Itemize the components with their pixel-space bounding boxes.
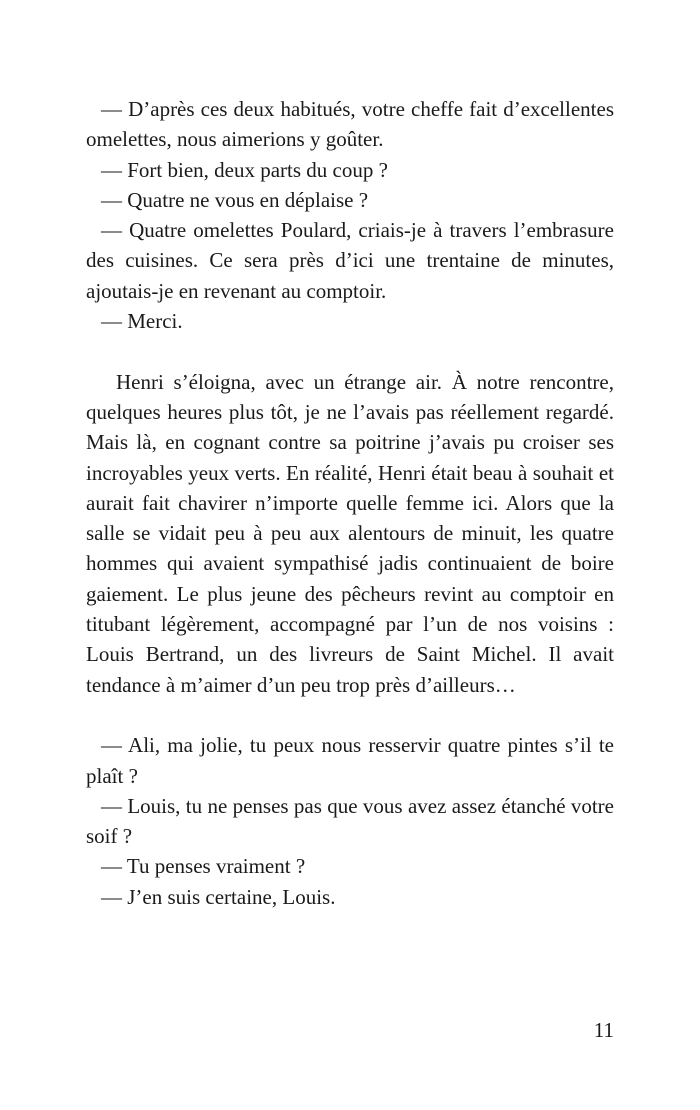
narrative-paragraph: Henri s’éloigna, avec un étrange air. À notre rencontre, quelques heures plus tôt, je ne l’avais pas réellement regardé. Mais là, en cognant contre sa poitrine j’avais pu croiser ses incroyables yeux verts. En réalité, Henri était beau à souhait et aurait fait chavirer n’importe quelle femme ici. Alors que la salle se vidait peu à peu aux alentours de minuit, les quatre hommes qui avaient sympathisé jadis continuaient de boire gaiement. Le plus jeune des pêcheurs revint au comptoir en titubant légèrement, accompagné par l’un de nos voisins : Louis Bertrand, un des livreurs de Saint Michel. Il avait tendance à m’aimer d’un peu trop près d’ailleurs… [86, 369, 614, 697]
dialogue-line: — Tu penses vraiment ? [101, 854, 306, 879]
paragraph-gap [86, 336, 614, 366]
dialogue-line: — Quatre omelettes Poulard, criais-je à travers l’embrasure des cuisines. Ce sera près d’ici une trentaine de minutes, ajoutais-je en revenant au comptoir. [86, 218, 614, 303]
page-text [86, 94, 614, 912]
dialogue-line: — Merci. [101, 309, 183, 334]
paragraph-gap [86, 700, 614, 730]
dialogue-line: — Quatre ne vous en déplaise ? [101, 187, 369, 212]
dialogue-line: — Louis, tu ne penses pas que vous avez assez étanché votre soif ? [86, 793, 614, 849]
dialogue-line: — Ali, ma jolie, tu peux nous resservir quatre pintes s’il te plaît ? [86, 733, 614, 788]
dialogue-line: — J’en suis certaine, Louis. [101, 884, 336, 909]
page-number: 11 [593, 1018, 614, 1042]
dialogue-line: — D’après ces deux habitués, votre cheffe fait d’excellentes omelettes, nous aimerions y goûter. [86, 97, 614, 152]
dialogue-line: — Fort bien, deux parts du coup ? [101, 157, 388, 182]
